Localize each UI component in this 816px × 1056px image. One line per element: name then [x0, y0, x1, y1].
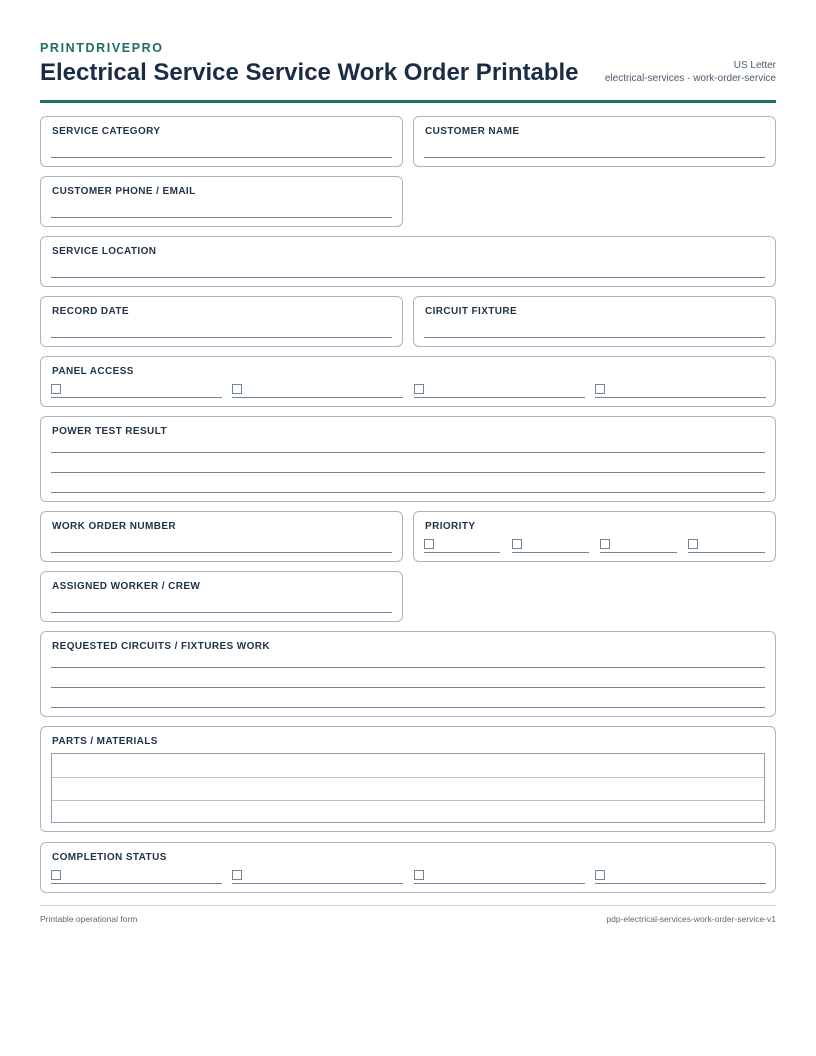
panel-access-option[interactable] [414, 382, 585, 398]
table-row[interactable] [52, 777, 764, 778]
panel-access-field [40, 356, 776, 407]
checkbox-icon[interactable] [600, 539, 610, 549]
completion-status-option[interactable] [595, 868, 766, 884]
brand-name: PRINTDRIVEPRO [40, 41, 164, 55]
service-location-field [40, 236, 776, 287]
panel-access-option[interactable] [232, 382, 403, 398]
paper-size: US Letter [733, 60, 776, 71]
customer-name-input-line[interactable] [424, 157, 765, 158]
service-category-field [40, 116, 403, 167]
circuit-fixture-field [413, 296, 776, 347]
panel-access-label: PANEL ACCESS [52, 366, 134, 377]
circuit-fixture-input-line[interactable] [424, 337, 765, 338]
completion-status-option[interactable] [232, 868, 403, 884]
requested-work-line[interactable] [51, 687, 765, 688]
form-footer [40, 905, 776, 930]
priority-option[interactable] [424, 537, 500, 553]
customer-name-label: CUSTOMER NAME [425, 126, 520, 137]
checkbox-icon[interactable] [414, 870, 424, 880]
record-date-input-line[interactable] [51, 337, 392, 338]
completion-status-field [40, 842, 776, 893]
parts-materials-field [40, 726, 776, 832]
work-order-number-field [40, 511, 403, 562]
priority-option[interactable] [688, 537, 765, 553]
customer-contact-label: CUSTOMER PHONE / EMAIL [52, 186, 196, 197]
checkbox-icon[interactable] [414, 384, 424, 394]
work-order-number-input-line[interactable] [51, 552, 392, 553]
assigned-worker-field [40, 571, 403, 622]
record-date-label: RECORD DATE [52, 306, 129, 317]
checkbox-icon[interactable] [595, 870, 605, 880]
checkbox-icon[interactable] [51, 384, 61, 394]
checkbox-icon[interactable] [232, 384, 242, 394]
record-date-field [40, 296, 403, 347]
completion-status-option[interactable] [414, 868, 585, 884]
document-meta [605, 59, 776, 85]
service-location-input-line[interactable] [51, 277, 765, 278]
checkbox-icon[interactable] [595, 384, 605, 394]
work-order-number-label: WORK ORDER NUMBER [52, 521, 177, 532]
assigned-worker-input-line[interactable] [51, 612, 392, 613]
assigned-worker-label: ASSIGNED WORKER / CREW [52, 581, 201, 592]
checkbox-icon[interactable] [688, 539, 698, 549]
priority-label: PRIORITY [425, 521, 476, 532]
service-location-label: SERVICE LOCATION [52, 246, 157, 257]
panel-access-option[interactable] [595, 382, 766, 398]
requested-work-line[interactable] [51, 667, 765, 668]
priority-field [413, 511, 776, 562]
footer-description: Printable operational form [40, 914, 138, 924]
customer-contact-input-line[interactable] [51, 217, 392, 218]
panel-access-option[interactable] [51, 382, 222, 398]
checkbox-icon[interactable] [512, 539, 522, 549]
requested-work-label: REQUESTED CIRCUITS / FIXTURES WORK [52, 641, 271, 652]
customer-name-field [413, 116, 776, 167]
customer-contact-field [40, 176, 403, 227]
checkbox-icon[interactable] [424, 539, 434, 549]
page-title: Electrical Service Service Work Order Printable [40, 59, 579, 86]
requested-work-field [40, 631, 776, 717]
power-test-result-line[interactable] [51, 492, 765, 493]
power-test-result-label: POWER TEST RESULT [52, 426, 167, 437]
checkbox-icon[interactable] [51, 870, 61, 880]
document-tags: electrical-services · work-order-service [604, 73, 776, 84]
completion-status-label: COMPLETION STATUS [52, 852, 167, 863]
form-header [40, 40, 776, 103]
circuit-fixture-label: CIRCUIT FIXTURE [425, 306, 518, 317]
completion-status-option[interactable] [51, 868, 222, 884]
parts-materials-table[interactable] [51, 753, 765, 823]
power-test-result-field [40, 416, 776, 502]
power-test-result-line[interactable] [51, 452, 765, 453]
priority-option[interactable] [512, 537, 589, 553]
requested-work-line[interactable] [51, 707, 765, 708]
table-row[interactable] [52, 800, 764, 801]
parts-materials-label: PARTS / MATERIALS [52, 736, 158, 747]
service-category-label: SERVICE CATEGORY [52, 126, 161, 137]
service-category-input-line[interactable] [51, 157, 392, 158]
checkbox-icon[interactable] [232, 870, 242, 880]
power-test-result-line[interactable] [51, 472, 765, 473]
form-identifier: pdp-electrical-services-work-order-service-v1 [606, 914, 776, 924]
priority-option[interactable] [600, 537, 677, 553]
